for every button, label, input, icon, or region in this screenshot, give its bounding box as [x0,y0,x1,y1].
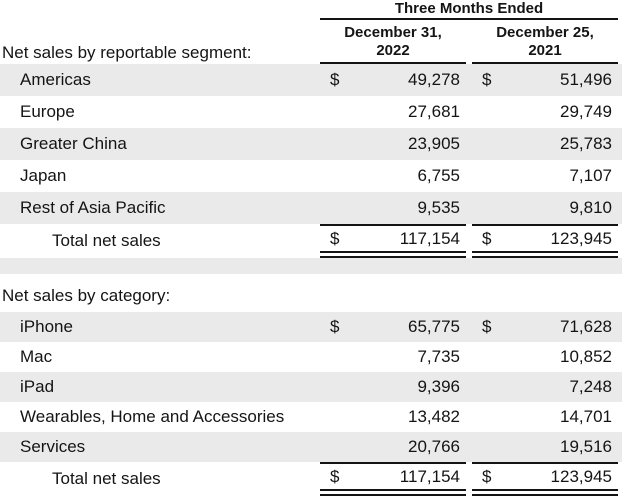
total-value-2021: 123,945 [550,228,612,248]
value-2022: 7,735 [417,347,460,366]
total-value-2022: 117,154 [399,228,460,248]
value-2021: 51,496 [560,70,612,89]
currency-symbol: $ [330,70,340,89]
row-label: Mac [20,347,53,366]
row-wearables-home-accessories [0,402,622,432]
value-2021: 71,628 [560,317,612,336]
row-label: Services [20,437,86,456]
value-2021: 19,516 [560,437,612,456]
value-2022: 65,775 [408,317,460,336]
value-2021: 29,749 [560,102,612,121]
date-header-row [0,20,622,64]
total-value-2022: 117,154 [399,466,460,486]
value-2021: 7,248 [569,377,612,396]
value-2022: 6,755 [417,166,460,185]
value-2021: 14,701 [560,407,612,426]
section-title-segment: Net sales by reportable segment: [2,43,252,62]
row-japan [0,160,622,192]
row-ipad [0,372,622,402]
row-label: Europe [20,102,75,121]
currency-symbol: $ [330,466,340,486]
currency-symbol: $ [482,228,492,248]
row-rest-of-asia-pacific [0,192,622,224]
row-label: iPhone [20,317,73,336]
row-label: Americas [20,70,91,89]
row-label: iPad [20,377,55,396]
row-iphone [0,312,622,342]
value-2022: 27,681 [408,102,460,121]
row-mac [0,342,622,372]
row-segment-total [0,224,622,258]
currency-symbol: $ [330,317,340,336]
row-greater-china [0,128,622,160]
total-label: Total net sales [52,469,161,488]
currency-symbol: $ [330,228,340,248]
column-header-2021 [472,20,618,64]
value-2021: 9,810 [569,198,612,217]
value-2022: 13,482 [408,407,460,426]
row-label: Rest of Asia Pacific [20,198,166,217]
column-header-2022-line2: 2022 [376,42,410,59]
currency-symbol: $ [482,317,492,336]
section-title-category: Net sales by category: [2,286,171,305]
row-americas [0,64,622,96]
currency-symbol: $ [482,466,492,486]
period-header-row [0,0,622,20]
value-2022: 9,396 [417,377,460,396]
total-value-2021: 123,945 [550,466,612,486]
column-header-2021-line1: December 25, [496,24,594,41]
row-category-total [0,462,622,496]
value-2021: 25,783 [560,134,612,153]
value-2022: 49,278 [408,70,460,89]
value-2022: 23,905 [408,134,460,153]
column-header-2021-line2: 2021 [528,42,562,59]
row-europe [0,96,622,128]
value-2022: 9,535 [417,198,460,217]
row-label: Greater China [20,134,127,153]
total-label: Total net sales [52,231,161,250]
value-2022: 20,766 [408,437,460,456]
row-label: Japan [20,166,67,185]
value-2021: 7,107 [569,166,612,185]
period-header: Three Months Ended [320,0,618,20]
row-label: Wearables, Home and Accessories [20,407,285,426]
row-services [0,432,622,462]
section-divider-band [0,258,622,274]
value-2021: 10,852 [560,347,612,366]
column-header-2022-line1: December 31, [344,24,442,41]
currency-symbol: $ [482,70,492,89]
column-header-2022 [320,20,466,64]
